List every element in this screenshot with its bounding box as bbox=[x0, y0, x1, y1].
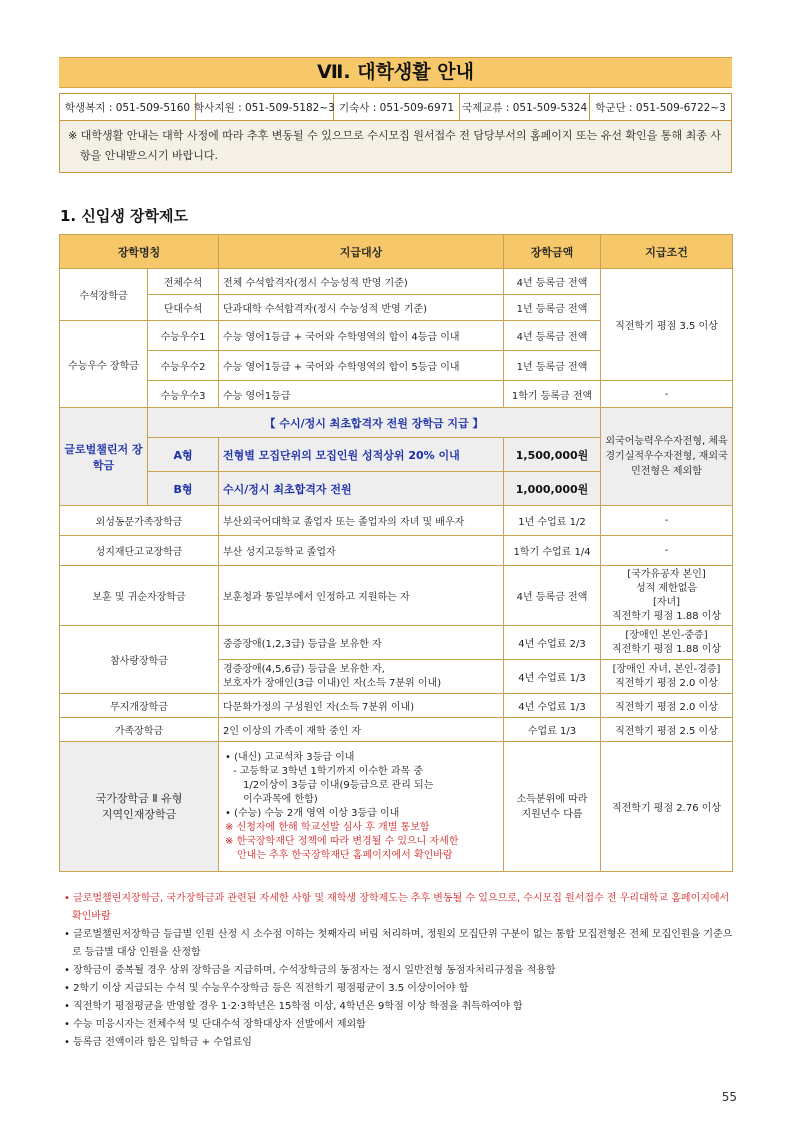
target-line: 1/2이상이 3등급 이내(9등급으로 관리 되는 bbox=[243, 779, 434, 791]
table-row bbox=[60, 536, 733, 566]
amount-cell: 1년 등록금 전액 bbox=[504, 295, 601, 321]
page-title: Ⅶ. 대학생활 안내 bbox=[59, 57, 732, 88]
target-line: 이수과목에 한함) bbox=[243, 793, 318, 805]
target-cell: 2인 이상의 가족이 재학 중인 자 bbox=[219, 718, 504, 742]
contact-student-welfare: 학생복지 : 051-509-5160 bbox=[60, 94, 196, 120]
table-row bbox=[60, 269, 733, 295]
condition-cell: 직전학기 평점 2.76 이상 bbox=[601, 742, 733, 872]
note-item: • 등록금 전액이라 함은 입학금 + 수업료임 bbox=[64, 1037, 252, 1048]
header-amount: 장학금액 bbox=[504, 235, 601, 269]
target-cell: 수시/정시 최초합격자 전원 bbox=[219, 472, 504, 506]
global-condition: 외국어능력우수자전형, 체육경기실적우수자전형, 재외국민전형은 제외함 bbox=[601, 408, 733, 506]
table-row bbox=[60, 742, 733, 872]
condition-cell: 직전학기 평점 3.5 이상 bbox=[601, 269, 733, 381]
condition-cell: - bbox=[601, 506, 733, 536]
target-cell: 보훈청과 통일부에서 인정하고 지원하는 자 bbox=[219, 566, 504, 626]
note-item: • 직전학기 평점평균을 반영할 경우 1·2·3학년은 15학점 이상, 4학년은 9학점 이상 학점을 취득하여야 함 bbox=[64, 1001, 523, 1012]
condition-cell bbox=[601, 566, 733, 626]
target-cell bbox=[219, 660, 504, 694]
amount-line: 소득분위에 따라 bbox=[516, 793, 588, 805]
contact-bar bbox=[59, 93, 732, 121]
amount-cell: 1년 등록금 전액 bbox=[504, 351, 601, 381]
scholarship-name: 성지재단고교장학금 bbox=[60, 536, 219, 566]
type-b: B형 bbox=[148, 472, 219, 506]
name-line: 국가장학금 Ⅱ 유형 bbox=[95, 791, 183, 805]
sub-name: 수능우수2 bbox=[148, 351, 219, 381]
amount-cell: 수업료 1/3 bbox=[504, 718, 601, 742]
condition-cell: 직전학기 평점 2.0 이상 bbox=[601, 694, 733, 718]
note-item: • 2학기 이상 지급되는 수석 및 수능우수장학금 등은 직전학기 평점평균이 3.5 이상이어야 함 bbox=[64, 983, 469, 994]
target-cell: 수능 영어1등급 + 국어와 수학영역의 합이 5등급 이내 bbox=[219, 351, 504, 381]
condition-line: [국가유공자 본인] bbox=[627, 568, 706, 580]
amount-cell: 4년 등록금 전액 bbox=[504, 269, 601, 295]
target-line: • (수능) 수능 2개 영역 이상 3등급 이내 bbox=[225, 807, 400, 819]
scholarship-name: 무지개장학금 bbox=[60, 694, 219, 718]
table-row bbox=[60, 381, 733, 408]
target-line: - 고등학교 3학년 1학기까지 이수한 과목 중 bbox=[233, 765, 423, 777]
condition-line: 성적 제한없음 bbox=[635, 582, 698, 594]
target-cell: 단과대학 수석합격자(정시 수능성적 반영 기준) bbox=[219, 295, 504, 321]
section-title: 1. 신입생 장학제도 bbox=[60, 207, 189, 225]
table-row bbox=[60, 718, 733, 742]
target-line: 안내는 추후 한국장학재단 홈페이지에서 확인바람 bbox=[237, 849, 453, 861]
target-cell: 수능 영어1등급 + 국어와 수학영역의 합이 4등급 이내 bbox=[219, 321, 504, 351]
header-name: 장학명칭 bbox=[60, 235, 219, 269]
target-line: ※ 한국장학재단 정책에 따라 변경될 수 있으니 자세한 bbox=[225, 835, 459, 847]
amount-cell: 1,500,000원 bbox=[504, 438, 601, 472]
name-line: 지역인재장학금 bbox=[101, 807, 177, 821]
table-row bbox=[60, 566, 733, 626]
group-csat-scholar: 수능우수 장학금 bbox=[60, 321, 148, 408]
amount-line: 지원년수 다름 bbox=[521, 808, 583, 820]
group-global-challenger: 글로벌챌린저 장학금 bbox=[60, 408, 148, 506]
target-line: 보호자가 장애인(3급 이내)인 자(소득 7분위 이내) bbox=[223, 677, 442, 689]
type-a: A형 bbox=[148, 438, 219, 472]
scholarship-name: 보훈 및 귀순자장학금 bbox=[60, 566, 219, 626]
notice-box: ※ 대학생활 안내는 대학 사정에 따라 추후 변동될 수 있으므로 수시모집 원서접수 전 담당부서의 홈페이지 또는 유선 확인을 통해 최종 사항을 안내받으시기 바랍니다. bbox=[59, 121, 732, 173]
sub-name: 수능우수3 bbox=[148, 381, 219, 408]
condition-line: 직전학기 평점 1.88 이상 bbox=[611, 643, 722, 655]
condition-cell: 직전학기 평점 2.5 이상 bbox=[601, 718, 733, 742]
group-top-scholar: 수석장학금 bbox=[60, 269, 148, 321]
amount-cell bbox=[504, 742, 601, 872]
condition-cell: - bbox=[601, 536, 733, 566]
scholarship-name: 참사랑장학금 bbox=[60, 626, 219, 694]
target-cell: 전체 수석합격자(정시 수능성적 반영 기준) bbox=[219, 269, 504, 295]
condition-line: [장애인 자녀, 본인-경증] bbox=[612, 663, 721, 675]
scholarship-name: 외성동문가족장학금 bbox=[60, 506, 219, 536]
header-target: 지급대상 bbox=[219, 235, 504, 269]
sub-name: 수능우수1 bbox=[148, 321, 219, 351]
amount-cell: 1,000,000원 bbox=[504, 472, 601, 506]
sub-name: 전체수석 bbox=[148, 269, 219, 295]
target-cell: 전형별 모집단위의 모집인원 성적상위 20% 이내 bbox=[219, 438, 504, 472]
target-line: 경증장애(4,5,6급) 등급을 보유한 자, bbox=[223, 663, 385, 675]
global-banner: 【 수시/정시 최초합격자 전원 장학금 지급 】 bbox=[148, 408, 601, 438]
table-row bbox=[60, 626, 733, 660]
amount-cell: 4년 등록금 전액 bbox=[504, 566, 601, 626]
amount-cell: 1년 수업료 1/2 bbox=[504, 506, 601, 536]
table-header-row bbox=[60, 235, 733, 269]
amount-cell: 1학기 등록금 전액 bbox=[504, 381, 601, 408]
target-cell: 부산외국어대학교 졸업자 또는 졸업자의 자녀 및 배우자 bbox=[219, 506, 504, 536]
table-row bbox=[60, 408, 733, 438]
note-item: • 글로벌챌린지장학금, 국가장학금과 관련된 자세한 사항 및 재학생 장학제도는 추후 변동될 수 있으므로, 수시모집 원서접수 전 우리대학교 홈페이지에서 확인바람 bbox=[64, 893, 730, 922]
condition-line: [자녀] bbox=[652, 596, 681, 608]
sub-name: 단대수석 bbox=[148, 295, 219, 321]
target-cell: 부산 성지고등학교 졸업자 bbox=[219, 536, 504, 566]
amount-cell: 1학기 수업료 1/4 bbox=[504, 536, 601, 566]
target-cell: 중증장애(1,2,3급) 등급을 보유한 자 bbox=[219, 626, 504, 660]
amount-cell: 4년 등록금 전액 bbox=[504, 321, 601, 351]
notes-list bbox=[60, 890, 740, 1052]
condition-cell bbox=[601, 626, 733, 660]
scholarship-table bbox=[59, 234, 733, 872]
target-line: ※ 신청자에 한해 학교선발 심사 후 개별 통보함 bbox=[225, 821, 430, 833]
page-number: 55 bbox=[721, 1090, 737, 1104]
scholarship-name bbox=[60, 742, 219, 872]
contact-international: 국제교류 : 051-509-5324 bbox=[460, 94, 590, 120]
target-cell: 수능 영어1등급 bbox=[219, 381, 504, 408]
note-item: • 수능 미응시자는 전체수석 및 단대수석 장학대상자 선발에서 제외함 bbox=[64, 1019, 366, 1030]
condition-cell bbox=[601, 660, 733, 694]
condition-line: [장애인 본인-중증] bbox=[625, 629, 708, 641]
scholarship-name: 가족장학금 bbox=[60, 718, 219, 742]
target-line: • (내신) 고교석차 3등급 이내 bbox=[225, 751, 355, 763]
amount-cell: 4년 수업료 1/3 bbox=[504, 694, 601, 718]
target-cell: 다문화가정의 구성원인 자(소득 7분위 이내) bbox=[219, 694, 504, 718]
table-row bbox=[60, 694, 733, 718]
condition-cell: - bbox=[601, 381, 733, 408]
table-row bbox=[60, 506, 733, 536]
note-item: • 글로벌챌린저장학금 등급별 인원 산정 시 소수점 이하는 첫째자리 버림 처리하며, 정원외 모집단위 구분이 없는 통합 모집전형은 전체 모집인원을 기준으로 등급별 대상 인원을 산정함 bbox=[64, 929, 733, 958]
condition-line: 직전학기 평점 1.88 이상 bbox=[611, 610, 722, 622]
amount-cell: 4년 수업료 2/3 bbox=[504, 626, 601, 660]
note-item: • 장학금이 중복될 경우 상위 장학금을 지급하며, 수석장학금의 동점자는 정시 일반전형 동점자처리규정을 적용함 bbox=[64, 965, 556, 976]
amount-cell: 4년 수업료 1/3 bbox=[504, 660, 601, 694]
contact-rotc: 학군단 : 051-509-6722~3 bbox=[595, 101, 726, 114]
header-condition: 지급조건 bbox=[601, 235, 733, 269]
contact-dormitory: 기숙사 : 051-509-6971 bbox=[334, 94, 460, 120]
condition-line: 직전학기 평점 2.0 이상 bbox=[615, 677, 718, 689]
contact-academic-support: 학사지원 : 051-509-5182~3 bbox=[196, 94, 334, 120]
target-cell bbox=[219, 742, 504, 872]
